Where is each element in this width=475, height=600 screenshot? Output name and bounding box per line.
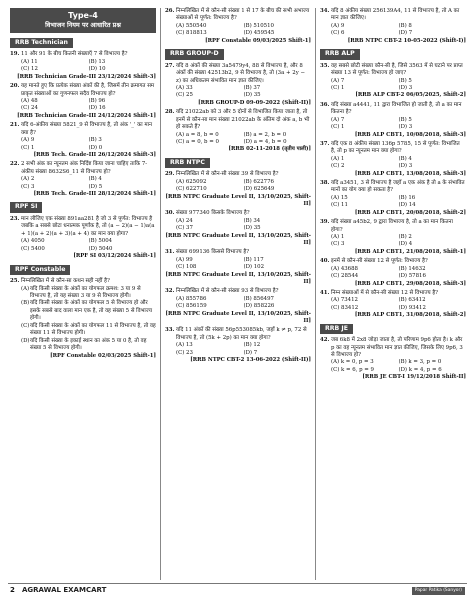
section-heading: RPF Constable [10,265,70,276]
page-number: 2 [10,586,15,594]
option: (D) 7 [398,30,413,37]
section-heading: RRB ALP [320,49,360,60]
question-29 [165,171,311,208]
question-text: 2 सभी अंक का न्यूनतम अंक निर्दिष्ट किया जाना चाहिए ताकि 7-अंकीय संख्या 8632S6_11 से विभाज्य हो? [21,161,148,175]
question-text: इनमें से कौन-सी संख्या 12 से पूर्णत: विभाज्य है? [331,258,428,265]
exam-source: [RRB ALP CBT1, 10/08/2018, Shift-3] [354,131,466,138]
option: (C) 856159 [176,303,207,310]
question-number: 25. [10,278,20,285]
exam-source: [RPF Constable 09/03/2025 Shift-1] [205,37,311,44]
option: (B) 3 [88,137,102,144]
option: (B) k = 3, p = 0 [398,359,442,366]
exam-source: [RRB GROUP-D 09-09-2022 (Shift-II)] [198,99,311,106]
exam-source: [RPF SI 03/12/2024 Shift-1] [73,253,156,260]
question-text: यदि 21022ab को 3 और 5 दोनों से विभाजित किया जाता है, तो इनमें से कौन-सा मान संख्या 21022ab के अंतिम दो अंक a, b भी हो सकते हैं? [176,109,310,131]
option: (B) 34 [243,217,261,224]
question-number: 30. [165,210,175,217]
statement-letter: (B) [21,300,30,307]
column-divider [160,8,161,580]
question-number: 38. [320,179,330,186]
exam-source: [RRB NTPC CBT-2 10-05-2022 (Shift-I)] [347,37,466,44]
option: (C) 24 [21,105,38,112]
question-number: 34. [320,8,330,14]
footer-tag: Papar Patika (Sanyor) [412,587,465,595]
option: (B) 63412 [398,297,426,304]
question-text: यदि a3451, 3 से विभाज्य है जहाँ a एक अंक है तो a के संभावित मानों का योग क्या हो सकता है? [331,179,465,194]
option: (D) 4 [398,241,413,248]
question-number: 28. [165,109,175,116]
question-number: 23. [10,215,20,222]
question-30 [165,210,311,247]
question-34 [320,8,466,45]
statement-letter: (A) [21,285,30,292]
exam-source: [RRB ALP CBT1, 29/08/2018, Shift-3] [354,280,466,287]
question-text: निम्नलिखित में से कौन-सा कथन सही नहीं है? [21,278,110,285]
question-number: 26. [165,8,175,14]
exam-source: [RRB JE CBT-I 19/12/2018 Shift-II] [362,374,466,381]
option: (D) 5 [88,183,103,190]
question-number: 42. [320,337,330,344]
option: (D) 10 [88,66,106,73]
exam-source: [RRB ALP CBT1, 21/08/2018, Shift-1] [354,248,466,255]
question-41 [320,290,466,320]
option: (C) 25 [176,92,193,99]
question-38 [320,180,466,217]
option: (C) 2 [331,163,345,170]
option: (C) 818813 [176,30,207,37]
option: (D) 7 [243,349,258,356]
question-number: 20. [10,83,20,90]
question-21 [10,122,156,159]
option: (A) 33 [176,85,193,92]
question-text: यदि 8 अंकों की संख्या 3a5479y4, 88 से विभाज्य है, और 8 अंकों की संख्या 42513b2, 9 से विभाज्य है, तो (3a + 2y − z) का अधिकतम संभावित मान ज्ञात कीजिए। [176,62,305,84]
document-page [8,8,467,583]
exam-source: [RRB 02-11-2018 (तृतीय पाली)] [228,146,311,153]
option: (A) 15 [331,194,348,201]
option: (C) 622710 [176,186,207,193]
question-text: जब 6k8 में 2x8 जोड़ा जाता है, तो परिणाम 9p6 होता है। k और p का वह न्यूनतम संभावित मान ज्ञात कीजिए, जिसके लिए 9p6, 3 से विभाज्य हो? [331,337,463,358]
option: (A) 2 [21,176,35,183]
exam-source: [RRB Tech. Grade-III 28/12/2024 Shift-1] [33,191,156,198]
exam-source: [RRB NTPC Graduate Level II, 13/10/2025, Shift-II] [165,310,311,324]
option: (B) 856497 [243,295,274,302]
option: (A) 48 [21,97,38,104]
question-text: यदि संख्या a4441, 11 द्वारा विभाजित हो जाती है, तो a का मान कितना है? [331,101,462,116]
option: (B) 5 [398,116,412,123]
question-27 [165,63,311,108]
option: (B) 117 [243,256,264,263]
option: (A) 550540 [176,22,207,29]
question-40 [320,258,466,288]
question-number: 39. [320,219,330,226]
question-number: 35. [320,62,330,69]
option: (C) 1 [21,144,35,151]
option: (C) 1 [331,85,345,92]
question-text: वह सबसे छोटी संख्या कौन-सी है, जिसे 3563 में से घटाने पर प्राप्त संख्या 13 से पूर्णत: विभाज्य हो जाए? [331,62,463,77]
option: (B) 12 [243,342,261,349]
option: (C) 1 [331,124,345,131]
option: (D) 459545 [243,30,275,37]
option: (B) 2 [398,234,412,240]
option: (C) 83412 [331,304,359,311]
column-1 [10,8,156,362]
option: (A) 9 [331,22,345,29]
page-footer [0,583,475,600]
option: (D) 14 [398,202,416,209]
option: (B) 622776 [243,178,274,185]
option: (A) 13 [176,342,193,349]
statement-letter: (C) [21,322,30,329]
statement-text: यदि किसी संख्या के अंकों का योगफल 11 से विभाज्य है, तो वह संख्या 11 से विभाज्य होगी। [30,322,156,337]
option: (A) 99 [176,256,193,263]
question-number: 31. [165,249,175,256]
statement-text: यदि किसी संख्या के अंकों का योगफल 5 से विभाज्य हो और इसके सबसे बाद वाला मान एक है, तो वह संख्या 5 से विभाज्य होगी। [30,300,152,322]
question-text: निम्नलिखित में से कौन-सी संख्या 93 से विभाज्य है? [176,288,279,295]
section-heading: RRB Technician [10,38,73,49]
question-number: 32. [165,288,175,295]
column-divider [315,8,316,580]
option: (D) k = 4, p = 6 [398,366,442,373]
question-35 [320,63,466,100]
option: (B) 8 [398,22,412,29]
option: (B) 14632 [398,265,426,272]
option: (B) 13 [88,58,106,65]
question-number: 19. [10,51,20,58]
statement-text: यदि किसी संख्या के अंकों का योगफल क्रमश: 3 या 9 से विभाज्य है, तो यह संख्या 3 या 9 से विभाज्य होगी। [30,285,141,299]
option: (C) k = 6, p = 9 [331,366,374,373]
option: (B) 4 [398,155,412,162]
option: (D) 625649 [243,186,275,193]
option: (D) 102 [243,264,265,271]
option: (B) a = 2, b = 0 [243,131,287,138]
option: (A) 855786 [176,295,207,302]
question-36 [320,102,466,139]
option: (C) 37 [176,225,193,232]
question-31 [165,249,311,286]
question-text: निम्नलिखित में से कौन-सी संख्या 1 से 17 के बीच की सभी अभाज्य संख्याओं से पूर्णत: विभाज्य है? [176,8,310,22]
question-text: यदि 6-अंकीय संख्या 5821_9 से विभाज्य है, तो अंक '_' का मान क्या है? [21,122,152,136]
question-number: 41. [320,289,330,296]
statement-letter: (D) [21,337,30,344]
option: (A) k = 0, p = 3 [331,359,374,366]
option: (C) 28544 [331,273,359,280]
option: (B) 96 [88,97,106,104]
question-text: निम्न संख्याओं में से कौन-सी संख्या 12 से विभाज्य है? [331,289,439,296]
option: (A) 11 [21,58,38,65]
option: (D) 35 [243,92,261,99]
option: (D) 858226 [243,303,275,310]
section-heading: RRB GROUP-D [165,49,224,60]
question-26 [165,8,311,45]
column-3 [320,8,466,384]
column-2 [165,8,311,366]
option: (A) a = 8, b = 0 [176,131,219,138]
footer-divider [8,583,467,584]
option: (D) 16 [88,105,106,112]
exam-source: [RRB ALP CBT-2 06/05/2025, Shift-2] [355,92,466,99]
question-42 [320,337,466,382]
question-39 [320,219,466,256]
option: (D) 57816 [398,273,426,280]
exam-source: [RRB NTPC Graduate Level II, 13/10/2025, Shift-II] [165,232,311,246]
question-number: 37. [320,140,330,147]
publisher-brand: AGRAWAL EXAMCART [22,586,107,594]
option: (C) 12 [21,66,38,73]
question-text: संख्या 699136 किससे विभाज्य है? [176,249,250,256]
statement-text: यदि किसी संख्या के इकाई स्थान का अंक 5 या 0 है, तो वह संख्या 5 से विभाज्य होगी। [30,337,147,352]
section-heading: RRB JE [320,324,353,335]
option: (B) 16 [398,194,416,201]
question-number: 36. [320,101,330,108]
question-text: निम्नलिखित में से कौन-सी संख्या 39 से विभाज्य है? [176,171,279,178]
question-37 [320,141,466,178]
option: (C) a = 0, b = 0 [176,139,219,146]
option: (C) 3 [331,241,345,248]
question-32 [165,288,311,325]
option: (C) 3 [21,183,35,190]
question-number: 22. [10,161,20,168]
option: (D) 93412 [398,304,426,311]
option: (C) 11 [331,202,348,209]
option: (D) 0 [88,144,103,151]
exam-source: [RRB ALP CBT1, 20/08/2018, Shift-2] [354,209,466,216]
question-number: 27. [165,62,175,69]
question-text: यह मानते हुए कि प्रत्येक संख्या अंकों की है, जिसमें तीन क्रमागत सम प्राकृत संख्याओं का गुणनफल सदैव विभाज्य हो? [21,83,155,97]
question-number: 21. [10,122,20,129]
option: (D) 3 [398,85,413,92]
question-25 [10,278,156,360]
question-22 [10,161,156,198]
option: (C) 108 [176,264,197,271]
option: (B) 510510 [243,22,274,29]
type-title: विभाजन नियम पर आधारित प्रश्न [45,21,121,30]
type-header-box [10,8,156,33]
option: (D) 3 [398,163,413,170]
question-text: यदि 11 अंकों की संख्या 56p553085kb, जहाँ k ≠ p, 72 से विभाज्य है, तो (5k + 2p) का मान क्या होगा? [176,327,307,341]
exam-source: [RRB NTPC CBT-2 13-06-2022 (Shift-II)] [190,356,311,363]
question-33 [165,327,311,364]
exam-source: [RRB Technician Grade-III 23/12/2024 Shift-3] [17,73,156,80]
option: (A) 24 [176,217,193,224]
exam-source: [RRB Technician Grade-III 24/12/2024 Shift-1] [17,112,156,119]
option: (C) 23 [176,349,193,356]
option: (A) 1 [331,234,345,240]
question-text: यदि संख्या a45b2, 9 द्वारा विभाज्य है, तो a का मान कितना होगा? [331,219,453,233]
section-heading: RRB NTPC [165,158,210,169]
option: (A) 73412 [331,297,358,304]
question-text: 11 और 91 के बीच कितनी संख्याएँ 7 से विभाज्य है? [21,51,128,58]
exam-source: [RRB NTPC Graduate Level II, 13/10/2025, Shift-II] [165,271,311,285]
option: (C) 5400 [21,245,45,252]
option: (A) 4050 [21,238,45,245]
option: (D) 35 [243,225,261,232]
option: (D) 3 [398,124,413,131]
section-heading: RPF SI [10,202,42,213]
exam-source: [RRB Tech. Grade-III 26/12/2024 Shift-3] [33,151,156,158]
option: (A) 7 [331,116,345,123]
question-text: मान लीजिए एक संख्या 891aa281 है जो 3 से पूर्णत: विभाज्य है जबकि a सबसे छोटा धनात्मक पूर्णांक है, तो (a − 2)(a − 1)a(a + 1)(a + 2)(a + 3)(a + 4) का मान क्या होगा? [21,215,155,237]
question-number: 33. [165,327,175,334]
option: (D) 5040 [88,245,113,252]
question-20 [10,83,156,120]
option: (A) 7 [331,77,345,84]
option: (D) a = 4, b = 0 [243,139,287,146]
option: (A) 43688 [331,265,358,272]
option: (B) 4 [88,176,102,183]
option: (B) 37 [243,85,261,92]
question-text: यदि 8 अंकीय संख्या 256139A4, 11 से विभाज्य है, तो A का मान ज्ञात कीजिए। [331,8,460,22]
question-text: यदि एक 8 अंकीय संख्या 136p 5785, 15 से पूर्णत: विभाजित है, तो p का न्यूनतम मान क्या होगा? [331,140,460,155]
option: (C) 6 [331,30,345,37]
type-label: Type-4 [68,11,98,20]
exam-source: [RPF Constable 02/03/2025 Shift-1] [50,352,156,359]
question-number: 40. [320,258,330,265]
question-text: संख्या 977340 किसके विभाज्य है? [176,210,250,217]
exam-source: [RRB ALP CBT1, 31/08/2018, Shift-2] [354,312,466,319]
question-28 [165,109,311,154]
question-23 [10,216,156,261]
option: (A) 625092 [176,178,207,185]
option: (A) 1 [331,155,345,162]
question-number: 29. [165,171,175,178]
exam-source: [RRB NTPC Graduate Level II, 13/10/2025, Shift-II] [165,193,311,207]
option: (A) 9 [21,137,35,144]
exam-source: [RRB ALP CBT1, 13/08/2018, Shift-3] [354,170,466,177]
question-19 [10,51,156,81]
option: (B) 5004 [88,238,113,245]
option: (B) 5 [398,77,412,84]
